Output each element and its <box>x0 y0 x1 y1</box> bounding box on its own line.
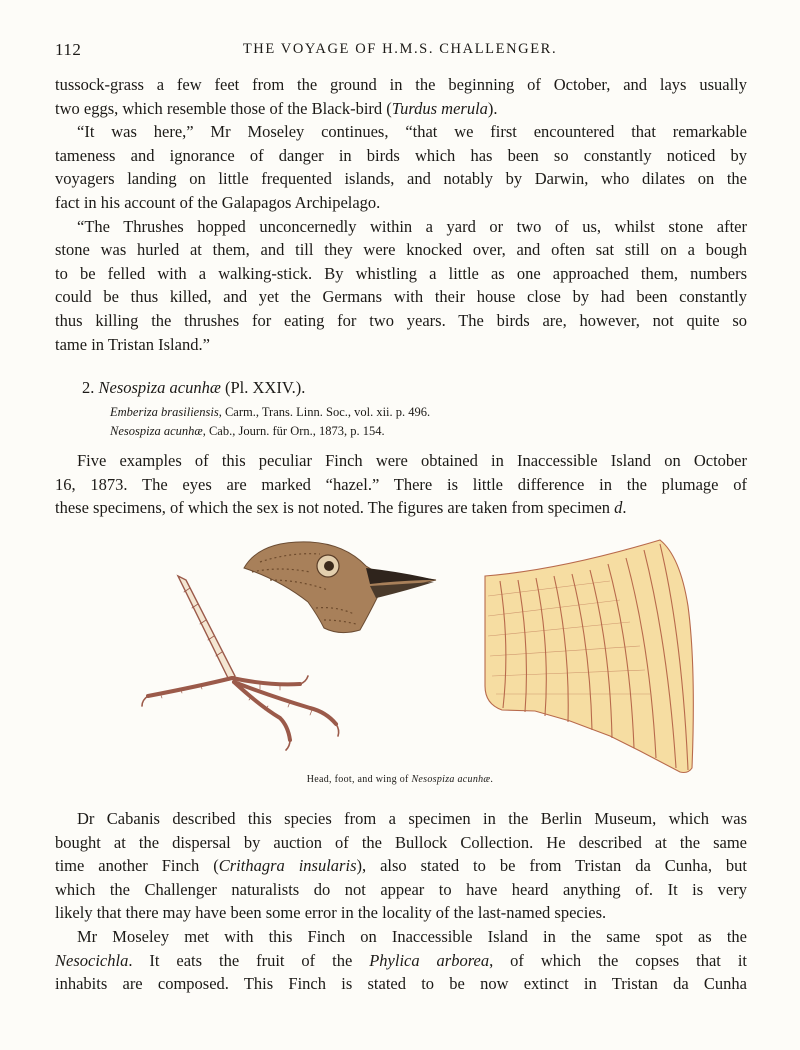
text-line: Five examples of this peculiar Finch were obtained in Inaccessible Island on October <box>77 451 747 470</box>
text-line: “It was here,” Mr Moseley continues, “that we first encountered that remarkable <box>77 122 747 142</box>
text-line: to be felled with a walking-stick. By whistling a little as one approached them, numbers <box>55 263 747 283</box>
species-name: Turdus merula <box>391 98 488 118</box>
species-heading <box>82 378 305 398</box>
text-line: likely that there may have been some error in the locality of the last-named species. <box>55 903 607 923</box>
text-line: tameness and ignorance of danger in birds which has been so constantly noticed by <box>55 145 747 165</box>
body-text-bottom <box>55 807 747 996</box>
text-line: fact in his account of the Galapagos Archipelago. <box>55 192 381 212</box>
text-line: bought at the dispersal by auction of the Bullock Collection. He described at the same <box>55 832 747 852</box>
text-line: inhabits are composed. This Finch is stated to be now extinct in Tristan da Cunha <box>55 974 747 994</box>
figure-caption: Head, foot, and wing of Nesospiza acunhæ. <box>306 774 494 785</box>
finch-wing-illustration <box>485 540 693 773</box>
text-line: “The Thrushes hopped unconcernedly within a yard or two of us, whilst stone after <box>77 216 747 236</box>
body-text-mid <box>55 449 747 520</box>
text-line: these specimens, of which the sex is not noted. The figures are taken from specimen d. <box>55 498 627 518</box>
text-line: 16, 1873. The eyes are marked “hazel.” There is little difference in the plumage of <box>55 474 747 494</box>
text-line: tame in Tristan Island.” <box>55 334 210 354</box>
text-line: two eggs, which resemble those of the Black-bird (Turdus merula). <box>55 98 498 118</box>
section-plate: (Pl. XXIV.). <box>225 378 306 397</box>
page-header <box>55 40 745 64</box>
text-line: thus killing the thrushes for eating for two years. The birds are, however, not quite so <box>55 310 747 330</box>
running-head: THE VOYAGE OF H.M.S. CHALLENGER. <box>242 41 558 57</box>
page-number: 112 <box>55 40 82 59</box>
section-species: Nesospiza acunhæ <box>98 378 221 397</box>
figure-illustration <box>140 536 700 776</box>
synonym-line: Emberiza brasiliensis, Carm., Trans. Linn. Soc., vol. xii. p. 496. <box>110 405 431 419</box>
section-number: 2. <box>82 378 95 397</box>
text-line: Dr Cabanis described this species from a specimen in the Berlin Museum, which was <box>77 809 747 828</box>
figure-plate <box>140 536 700 776</box>
text-line: time another Finch (Crithagra insularis), also stated to be from Tristan da Cunha, but <box>55 856 747 876</box>
text-line: stone was hurled at them, and till they were knocked over, and often sat still on a bough <box>55 240 747 260</box>
text-line: could be thus killed, and yet the Germans with their house close by had been constantly <box>55 287 747 307</box>
body-text-top <box>55 73 747 356</box>
synonym-line: Nesospiza acunhæ, Cab., Journ. für Orn., 1873, p. 154. <box>110 424 385 438</box>
finch-head-illustration <box>244 542 436 633</box>
text-line: which the Challenger naturalists do not appear to have heard anything of. It is very <box>55 879 747 899</box>
text-line: Mr Moseley met with this Finch on Inaccessible Island in the same spot as the <box>77 926 747 946</box>
text-line: Nesocichla. It eats the fruit of the Phylica arborea, of which the copses that it <box>55 950 747 970</box>
text-line: voyagers landing on little frequented islands, and notably by Darwin, who dilates on the <box>55 169 747 189</box>
text-line: tussock-grass a few feet from the ground in the beginning of October, and lays usually <box>55 75 747 94</box>
